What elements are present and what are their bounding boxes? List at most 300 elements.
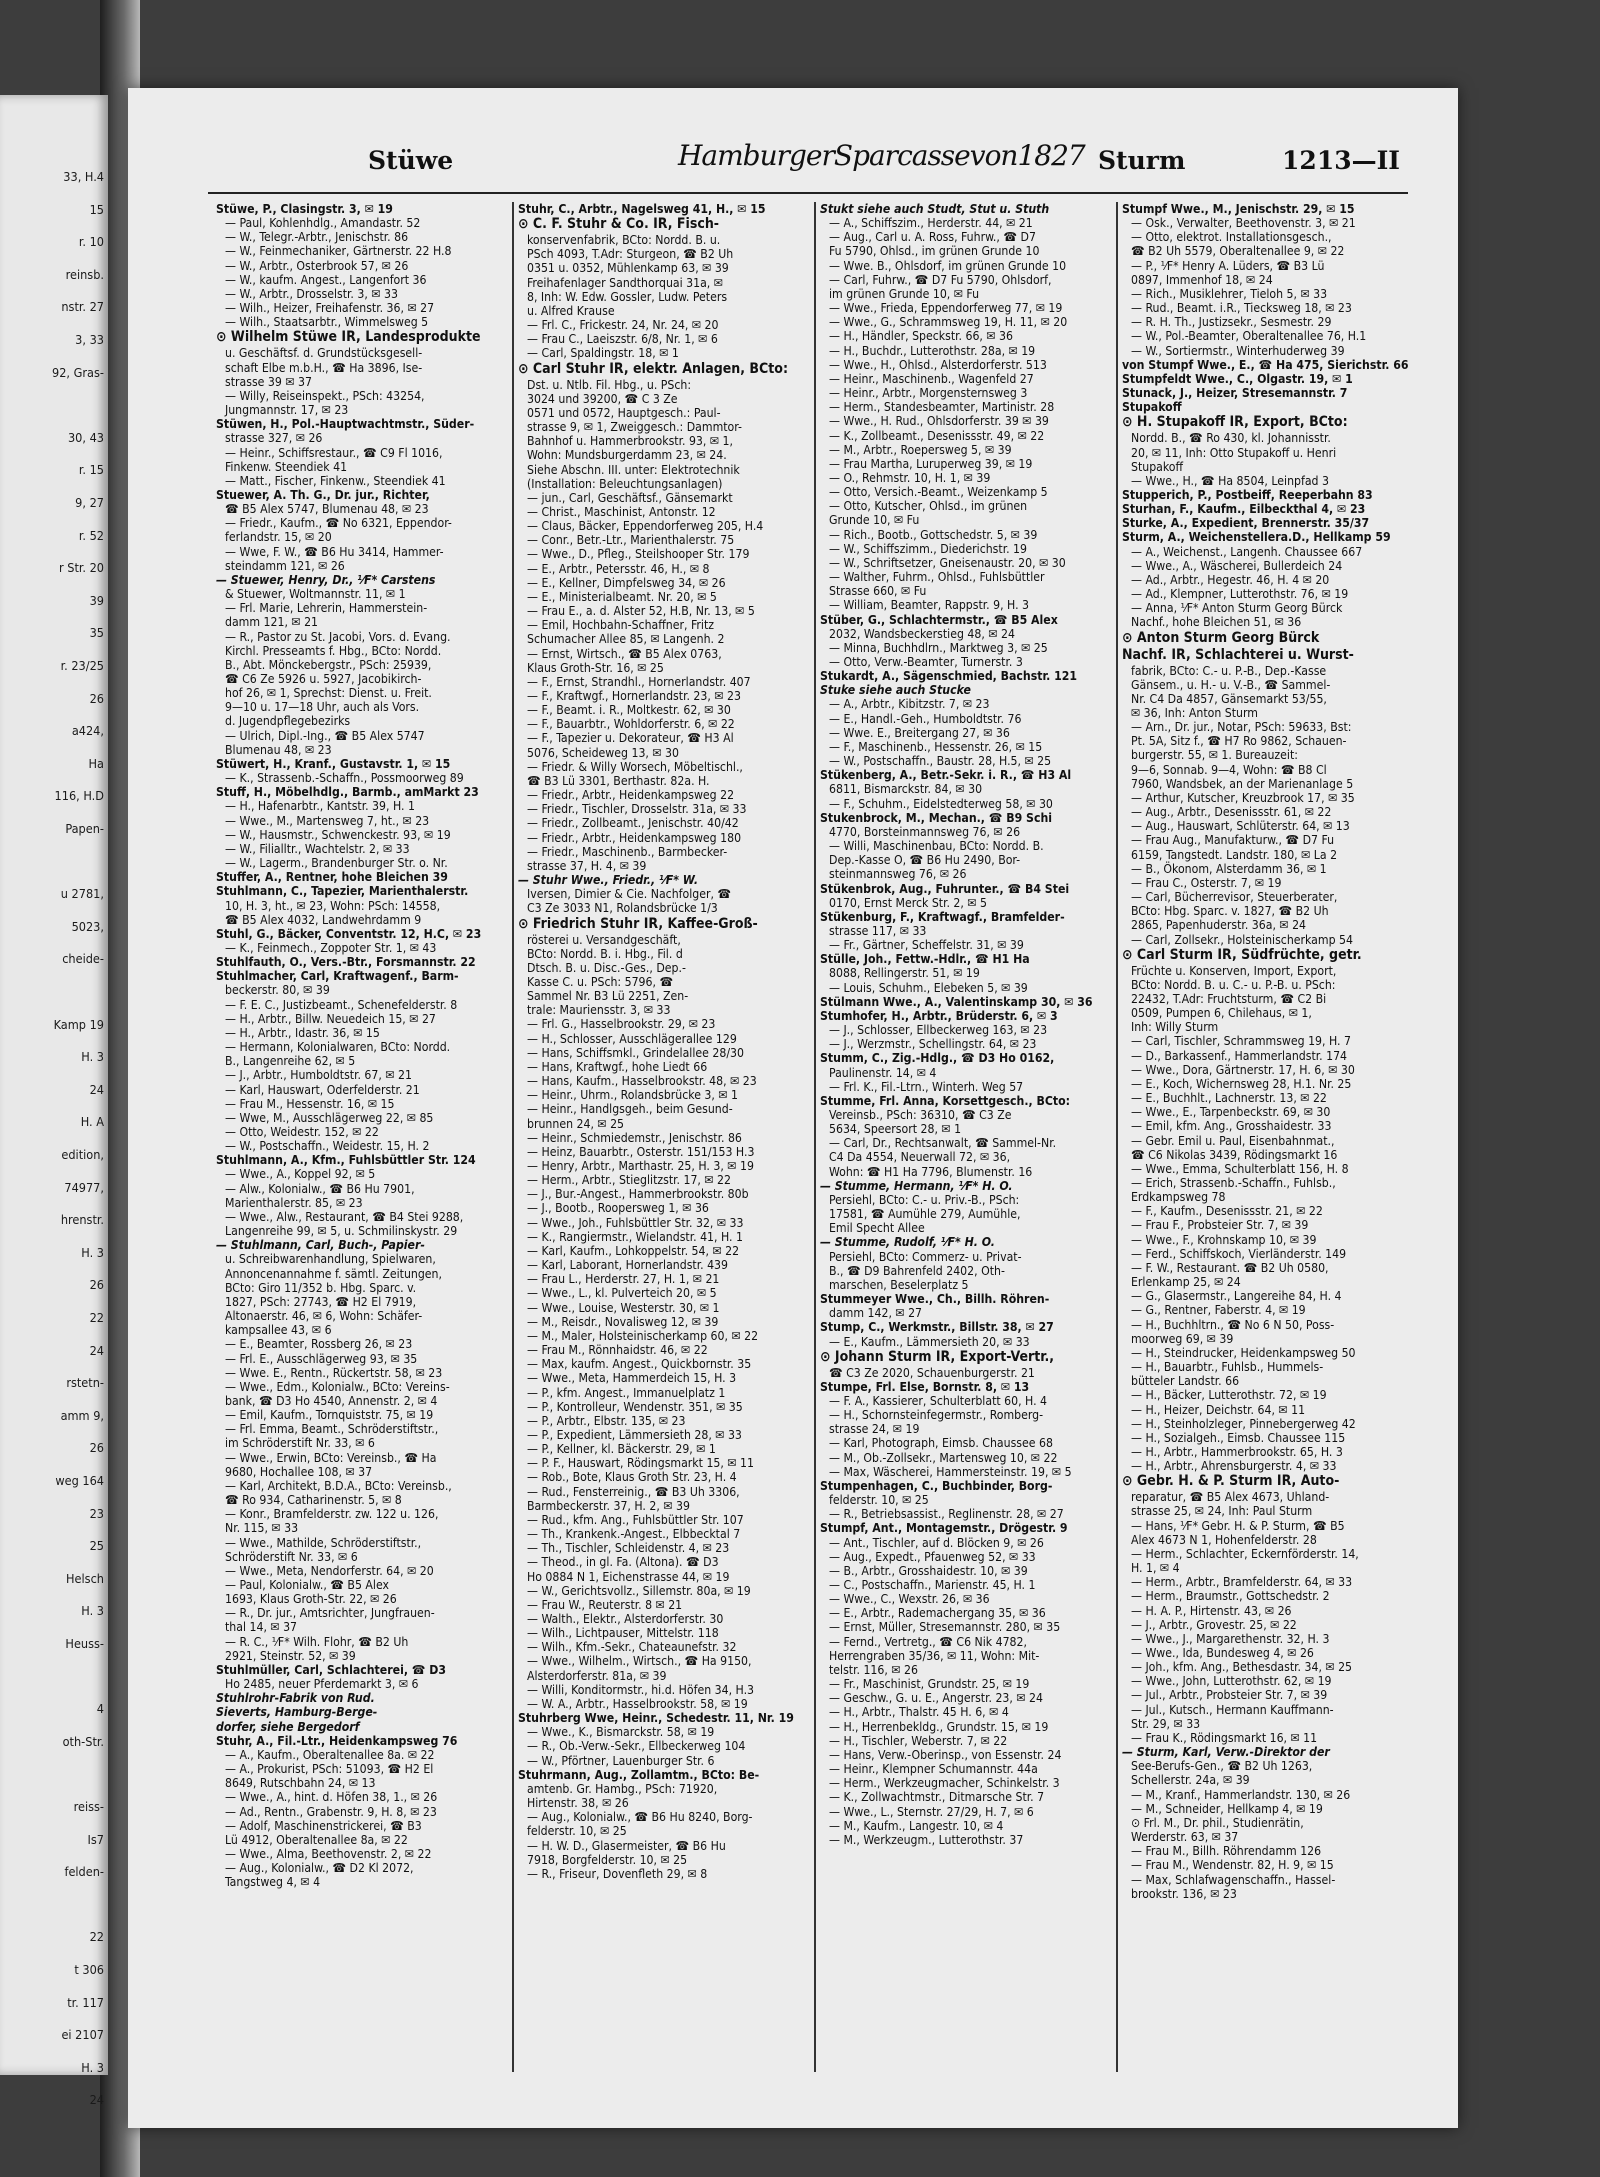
directory-entry-line: Stükenberg, A., Betr.-Sekr. i. R., ☎ H3 Al bbox=[820, 768, 1072, 783]
directory-entry-line: Stuhlmann, C., Tapezier, Marienthalerstr. bbox=[216, 884, 469, 899]
facing-page-text-fragment: weg 164 bbox=[55, 1473, 104, 1488]
directory-entry-line: — Henry, Arbtr., Marthastr. 25, H. 3, ✉ 19 bbox=[527, 1159, 754, 1173]
directory-entry-line: Blumenau 48, ✉ 23 bbox=[225, 742, 332, 757]
facing-page-text-fragment: 26 bbox=[89, 1440, 104, 1456]
directory-entry-line: — Wwe., Frieda, Eppendorferweg 77, ✉ 19 bbox=[829, 301, 1063, 316]
directory-entry-line: Stuhlmann, A., Kfm., Fuhlsbüttler Str. 124 bbox=[216, 1153, 476, 1168]
directory-entry-line: Stükenburg, F., Kraftwagf., Bramfelder- bbox=[820, 909, 1065, 924]
header-rule bbox=[208, 192, 1408, 194]
directory-entry-line: — W., Pförtner, Lauenburger Str. 6 bbox=[527, 1753, 715, 1768]
sparcasse-advertisement-logo: HamburgerSparcassevon1827 bbox=[678, 139, 1085, 172]
directory-entry-line: — P., ⅟F* Henry A. Lüders, ☎ B3 Lü bbox=[1131, 258, 1325, 273]
directory-entry-line: — Paul, Kohlenhdlg., Amandastr. 52 bbox=[225, 216, 421, 231]
facing-page-text-fragment: 74977, bbox=[64, 1179, 104, 1195]
directory-entry-line: — Ant., Tischler, auf d. Blöcken 9, ✉ 26 bbox=[829, 1535, 1044, 1550]
directory-entry-line: — Hans, Schiffsmkl., Grindelallee 28/30 bbox=[527, 1045, 744, 1060]
directory-entry-line: Alsterdorferstr. 81a, ✉ 39 bbox=[527, 1668, 667, 1683]
directory-entry-line: — R., Ob.-Verw.-Sekr., Ellbeckerweg 104 bbox=[527, 1739, 746, 1754]
facing-page-text-fragment: Ha bbox=[88, 755, 104, 771]
directory-entry-line: — Frau C., Osterstr. 7, ✉ 19 bbox=[1131, 875, 1282, 890]
directory-entry-line: ✉ 36, Inh: Anton Sturm bbox=[1131, 706, 1258, 720]
directory-entry-line: — Frau M., Rönnhaidstr. 46, ✉ 22 bbox=[527, 1343, 708, 1358]
directory-entry-line: strasse 25, ✉ 24, Inh: Paul Sturm bbox=[1131, 1504, 1313, 1519]
directory-entry-line: — Wwe., Ida, Bundesweg 4, ✉ 26 bbox=[1131, 1646, 1314, 1660]
directory-entry-line: Stuhr, A., Fil.-Ltr., Heidenkampsweg 76 bbox=[216, 1733, 458, 1748]
facing-page-text-fragment: hrenstr. bbox=[60, 1212, 104, 1228]
directory-entry-line: — Ernst, Wirtsch., ☎ B5 Alex 0763, bbox=[527, 646, 722, 661]
directory-entry-line: — Walther, Fuhrm., Ohlsd., Fuhlsbüttler bbox=[829, 570, 1045, 585]
directory-entry-line: ⊙ Frl. M., Dr. phil., Studienrätin, bbox=[1131, 1815, 1304, 1830]
directory-entry-line: ⊙ Carl Sturm IR, Südfrüchte, getr. bbox=[1122, 946, 1362, 963]
directory-entry-line: — Heinr., Arbtr., Morgensternsweg 3 bbox=[829, 386, 1028, 401]
directory-entry-line: — P., Expedient, Lämmersieth 28, ✉ 33 bbox=[527, 1427, 742, 1442]
directory-entry-line: ☎ B3 Lü 3301, Berthastr. 82a. H. bbox=[527, 773, 710, 788]
directory-entry-line: — Karl, Laborant, Hornerlandstr. 439 bbox=[527, 1258, 728, 1273]
directory-entry-line: — Louis, Schuhm., Elebeken 5, ✉ 39 bbox=[829, 980, 1028, 995]
directory-entry-line: Stuhlmacher, Carl, Kraftwagenf., Barm- bbox=[216, 969, 459, 984]
directory-entry-line: — H., Schlosser, Ausschlägerallee 129 bbox=[527, 1031, 737, 1046]
directory-entry-line: — E., Arbtr., Petersstr. 46, H., ✉ 8 bbox=[527, 561, 710, 576]
directory-entry-line: konservenfabrik, BCto: Nordd. B. u. bbox=[527, 233, 721, 248]
directory-entry-line: — F. E. C., Justizbeamt., Schenefelderstr. 8 bbox=[225, 997, 458, 1012]
directory-entry-line: — Frau Martha, Luruperweg 39, ✉ 19 bbox=[829, 456, 1033, 471]
directory-entry-line: Stuewer, A. Th. G., Dr. jur., Richter, bbox=[216, 487, 430, 502]
directory-entry-line: 2921, Steinstr. 52, ✉ 39 bbox=[225, 1648, 356, 1663]
directory-entry-line: — Ferd., Schiffskoch, Vierländerstr. 149 bbox=[1131, 1246, 1347, 1261]
directory-entry-line: Altonaerstr. 46, ✉ 6, Wohn: Schäfer- bbox=[225, 1309, 423, 1324]
directory-entry-line: — Christ., Maschinist, Antonstr. 12 bbox=[527, 504, 716, 519]
directory-entry-line: Stukardt, A., Sägenschmied, Bachstr. 121 bbox=[820, 669, 1078, 684]
directory-entry-line: amtenb. Gr. Hambg., PSch: 71920, bbox=[527, 1781, 718, 1796]
facing-page-text-fragment: 35 bbox=[89, 625, 104, 641]
directory-entry-line: — F., Maschinenb., Hessenstr. 26, ✉ 15 bbox=[829, 739, 1043, 754]
directory-entry-line: burgerstr. 55, ✉ 1. Bureauzeit: bbox=[1131, 748, 1298, 763]
directory-entry-line: Stukt siehe auch Studt, Stut u. Stuth bbox=[820, 202, 1050, 216]
directory-entry-line: Ho 0884 N 1, Eichenstrasse 44, ✉ 19 bbox=[527, 1569, 730, 1584]
directory-entry-line: Stummeyer Wwe., Ch., Billh. Röhren- bbox=[820, 1292, 1050, 1307]
facing-page-text-fragment: 5023, bbox=[71, 918, 104, 934]
directory-entry-line: — F., Kaufm., Desenissstr. 21, ✉ 22 bbox=[1131, 1204, 1323, 1219]
directory-entry-line: — K., Strassenb.-Schaffn., Possmoorweg 89 bbox=[225, 771, 464, 786]
directory-entry-line: BCto: Giro 11/352 b. Hbg. Sparc. v. bbox=[225, 1280, 417, 1295]
directory-entry-line: — K., Zollwachtmstr., Ditmarsche Str. 7 bbox=[829, 1790, 1045, 1805]
directory-entry-line: — Wwe., Joh., Fuhlsbüttler Str. 32, ✉ 33 bbox=[527, 1215, 744, 1230]
directory-entry-line: — Aug., Hauswart, Schlüterstr. 64, ✉ 13 bbox=[1131, 819, 1350, 834]
directory-entry-line: — Sturm, Karl, Verw.-Direktor der bbox=[1122, 1745, 1330, 1760]
directory-entry-line: — Ernst, Müller, Stresemannstr. 280, ✉ 35 bbox=[829, 1620, 1061, 1635]
directory-entry-line: — Max, Wäscherei, Hammersteinstr. 19, ✉ 5 bbox=[829, 1464, 1072, 1479]
directory-entry-line: B., Langenreihe 62, ✉ 5 bbox=[225, 1054, 356, 1069]
facing-page-text-fragment: cheide- bbox=[62, 951, 104, 967]
directory-entry-line: Sammel Nr. B3 Lü 2251, Zen- bbox=[527, 989, 689, 1004]
facing-page-text-fragment: felden- bbox=[64, 1864, 104, 1880]
directory-entry-line: — E., Buchhlt., Lachnerstr. 13, ✉ 22 bbox=[1131, 1091, 1327, 1106]
directory-entry-line: 5634, Speersort 28, ✉ 1 bbox=[829, 1122, 962, 1137]
directory-entry-line: im grünen Grunde 10, ✉ Fu bbox=[829, 286, 980, 301]
directory-entry-line: Fu 5790, Ohlsd., im grünen Grunde 10 bbox=[829, 244, 1040, 259]
directory-entry-line: Schumacher Allee 85, ✉ Langenh. 2 bbox=[527, 632, 725, 647]
directory-entry-line: — Willi, Maschinenbau, BCto: Nordd. B. bbox=[829, 839, 1044, 854]
directory-entry-line: — Rud., Beamt. i.R., Tiecksweg 18, ✉ 23 bbox=[1131, 301, 1352, 316]
directory-entry-line: damm 142, ✉ 27 bbox=[829, 1306, 923, 1321]
directory-entry-line: — H. W. D., Glasermeister, ☎ B6 Hu bbox=[527, 1838, 726, 1853]
directory-entry-line: 0351 u. 0352, Mühlenkamp 63, ✉ 39 bbox=[527, 261, 729, 276]
directory-entry-line: — Ulrich, Dipl.-Ing., ☎ B5 Alex 5747 bbox=[225, 728, 425, 743]
directory-entry-line: — Friedr., Arbtr., Heidenkampsweg 22 bbox=[527, 788, 735, 803]
facing-page-text-fragment: Is7 bbox=[87, 1831, 104, 1847]
directory-entry-line: 2865, Papenhuderstr. 36a, ✉ 24 bbox=[1131, 918, 1307, 933]
directory-entry-line: Stumpfeldt Wwe., C., Olgastr. 19, ✉ 1 bbox=[1122, 371, 1353, 386]
directory-entry-line: Persiehl, BCto: C.- u. Priv.-B., PSch: bbox=[829, 1192, 1020, 1207]
directory-entry-line: — Wwe., D., Pfleg., Steilshooper Str. 179 bbox=[527, 547, 750, 562]
directory-entry-line: Vereinsb., PSch: 36310, ☎ C3 Ze bbox=[829, 1108, 1012, 1122]
directory-entry-line: Sturhan, F., Kaufm., Eilbeckthal 4, ✉ 23 bbox=[1122, 502, 1366, 517]
facing-page-text-fragment: 3, 33 bbox=[75, 332, 104, 347]
directory-entry-line: 2032, Wandsbeckerstieg 48, ✉ 24 bbox=[829, 626, 1015, 641]
facing-page-text-fragment: 26 bbox=[89, 1277, 104, 1293]
directory-entry-line: — R. C., ⅟F* Wilh. Flohr, ☎ B2 Uh bbox=[225, 1634, 409, 1649]
directory-entry-line: — W., Sortiermstr., Winterhuderweg 39 bbox=[1131, 343, 1345, 358]
facing-page-text-fragment: r Str. 20 bbox=[59, 560, 104, 576]
directory-entry-line: & Stuewer, Woltmannstr. 11, ✉ 1 bbox=[225, 587, 406, 602]
directory-entry-line: Emil Specht Allee bbox=[829, 1221, 925, 1236]
directory-entry-line: — J., Arbtr., Humboldtstr. 67, ✉ 21 bbox=[225, 1068, 412, 1083]
directory-entry-line: — Otto, Verw.-Beamter, Turnerstr. 3 bbox=[829, 655, 1023, 669]
directory-entry-line: — Walth., Elektr., Alsterdorferstr. 30 bbox=[527, 1612, 724, 1626]
directory-entry-line: Sieverts, Hamburg-Berge- bbox=[216, 1705, 378, 1720]
column-3 bbox=[820, 202, 1108, 2072]
directory-entry-line: Stupakoff bbox=[1131, 459, 1184, 474]
directory-entry-line: — K., Zollbeamt., Desenissstr. 49, ✉ 22 bbox=[829, 428, 1045, 443]
entry-columns bbox=[216, 202, 1416, 2082]
directory-entry-line: — W., Telegr.-Arbtr., Jenischstr. 86 bbox=[225, 230, 409, 245]
directory-entry-line: — H., Arbtr., Idastr. 36, ✉ 15 bbox=[225, 1025, 380, 1040]
directory-entry-line: — Jul., Kutsch., Hermann Kauffmann- bbox=[1131, 1702, 1334, 1717]
directory-entry-line: — Wilh., Staatsarbtr., Wimmelsweg 5 bbox=[225, 315, 429, 330]
directory-entry-line: See-Berufs-Gen., ☎ B2 Uh 1263, bbox=[1131, 1759, 1313, 1774]
directory-entry-line: — Friedr., Tischler, Drosselstr. 31a, ✉ 33 bbox=[527, 802, 747, 817]
directory-entry-line: Stuhl, G., Bäcker, Conventstr. 12, H.C, ✉ 23 bbox=[216, 926, 482, 941]
directory-entry-line: 0509, Pumpen 6, Chilehaus, ✉ 1, bbox=[1131, 1006, 1312, 1021]
directory-entry-line: — A., Schiffszim., Herderstr. 44, ✉ 21 bbox=[829, 216, 1033, 231]
directory-entry-line: — D., Barkassenf., Hammerlandstr. 174 bbox=[1131, 1048, 1348, 1063]
directory-entry-line: — Heinz, Bauarbtr., Osterstr. 151/153 H.3 bbox=[527, 1144, 755, 1159]
directory-entry-line: — Carl, Tischler, Schrammsweg 19, H. 7 bbox=[1131, 1034, 1351, 1049]
directory-entry-line: — M., Kaufm., Langestr. 10, ✉ 4 bbox=[829, 1818, 1004, 1833]
directory-entry-line: Früchte u. Konserven, Import, Export, bbox=[1131, 963, 1337, 978]
directory-entry-line: — Osk., Verwalter, Beethovenstr. 3, ✉ 21 bbox=[1131, 216, 1356, 231]
facing-page-text-fragment: 23 bbox=[89, 1505, 104, 1521]
directory-entry-line: — Arn., Dr. jur., Notar, PSch: 59633, Bst: bbox=[1131, 720, 1352, 735]
directory-entry-line: Wohn: Mundsburgerdamm 23, ✉ 24. bbox=[527, 448, 727, 463]
directory-entry-line: Langenreihe 99, ✉ 5, u. Schmilinskystr. 29 bbox=[225, 1224, 458, 1239]
facing-page-text-fragment: oth-Str. bbox=[62, 1733, 104, 1749]
directory-entry-line: — G., Rentner, Faberstr. 4, ✉ 19 bbox=[1131, 1303, 1306, 1318]
directory-entry-line: — Paul, Kolonialw., ☎ B5 Alex bbox=[225, 1578, 389, 1592]
directory-entry-line: — Wwe., Edm., Kolonialw., BCto: Vereins- bbox=[225, 1379, 450, 1394]
directory-entry-line: — Rob., Bote, Klaus Groth Str. 23, H. 4 bbox=[527, 1470, 737, 1485]
facing-page-text-fragment: 22 bbox=[89, 1929, 104, 1945]
directory-entry-line: — Wwe. E., Rentn., Rückertstr. 58, ✉ 23 bbox=[225, 1365, 443, 1380]
directory-entry-line: Dtsch. B. u. Disc.-Ges., Dep.- bbox=[527, 960, 686, 975]
directory-entry-line: — F., Schuhm., Eidelstedterweg 58, ✉ 30 bbox=[829, 796, 1053, 811]
directory-entry-line: brookstr. 136, ✉ 23 bbox=[1131, 1886, 1237, 1901]
directory-entry-line: Ho 2485, neuer Pferdemarkt 3, ✉ 6 bbox=[225, 1677, 419, 1692]
directory-entry-line: — Minna, Buchhdlrn., Marktweg 3, ✉ 25 bbox=[829, 640, 1048, 655]
directory-entry-line: — F., Beamt. i. R., Moltkestr. 62, ✉ 30 bbox=[527, 703, 731, 718]
directory-entry-line: — M., Ob.-Zollsekr., Martensweg 10, ✉ 22 bbox=[829, 1450, 1058, 1465]
directory-entry-line: Stumpe, Frl. Else, Bornstr. 8, ✉ 13 bbox=[820, 1379, 1030, 1394]
directory-entry-line: — Wwe., Mathilde, Schröderstiftstr., bbox=[225, 1535, 422, 1550]
directory-entry-line: — Emil, Kaufm., Tornquiststr. 75, ✉ 19 bbox=[225, 1408, 434, 1423]
column-divider bbox=[814, 202, 816, 2072]
directory-entry-line: — Wwe., A., hint. d. Höfen 38, 1., ✉ 26 bbox=[225, 1790, 438, 1805]
directory-entry-line: Stüwert, H., Kranf., Gustavstr. 1, ✉ 15 bbox=[216, 756, 451, 771]
directory-entry-line: — W., Gerichtsvollz., Sillemstr. 80a, ✉ 19 bbox=[527, 1583, 751, 1598]
facing-page-text-fragment: ei 2107 bbox=[61, 2027, 104, 2043]
directory-entry-line: — Adolf, Maschinenstrickerei, ☎ B3 bbox=[225, 1818, 422, 1833]
directory-entry-line: u. Schreibwarenhandlung, Spielwaren, bbox=[225, 1252, 436, 1267]
directory-entry-line: — Gebr. Emil u. Paul, Eisenbahnmat., bbox=[1131, 1133, 1335, 1148]
directory-entry-line: Grunde 10, ✉ Fu bbox=[829, 513, 920, 528]
directory-entry-line: — E., Ministerialbeamt. Nr. 20, ✉ 5 bbox=[527, 589, 717, 604]
directory-entry-line: — H., Buchdr., Lutterothstr. 28a, ✉ 19 bbox=[829, 343, 1036, 358]
directory-entry-line: — Frau F., Probsteier Str. 7, ✉ 39 bbox=[1131, 1218, 1309, 1233]
directory-entry-line: — Wwe., L., kl. Pulverteich 20, ✉ 5 bbox=[527, 1286, 717, 1301]
facing-page-text-fragment: H. 3 bbox=[81, 1244, 104, 1260]
directory-entry-line: Nr. 115, ✉ 33 bbox=[225, 1521, 299, 1536]
column-2 bbox=[518, 202, 806, 2072]
directory-entry-line: Werderstr. 63, ✉ 37 bbox=[1131, 1830, 1239, 1845]
directory-entry-line: steinmannsweg 76, ✉ 26 bbox=[829, 867, 967, 882]
directory-entry-line: schaft Elbe m.b.H., ☎ Ha 3896, Ise- bbox=[225, 360, 423, 375]
directory-entry-line: — J., Arbtr., Grovestr. 25, ✉ 22 bbox=[1131, 1617, 1297, 1632]
directory-entry-line: — H., Arbtr., Billw. Neuedeich 15, ✉ 27 bbox=[225, 1011, 436, 1026]
directory-entry-line: Siehe Abschn. III. unter: Elektrotechnik bbox=[527, 462, 740, 477]
directory-entry-line: — E., Koch, Wichernsweg 28, H.1. Nr. 25 bbox=[1131, 1076, 1352, 1091]
directory-entry-line: — Karl, Photograph, Eimsb. Chaussee 68 bbox=[829, 1436, 1053, 1451]
directory-entry-line: — Jul., Arbtr., Probsteier Str. 7, ✉ 39 bbox=[1131, 1688, 1328, 1703]
directory-entry-line: Nr. C4 Da 4857, Gänsemarkt 53/55, bbox=[1131, 691, 1327, 706]
directory-entry-line: von Stumpf Wwe., E., ☎ Ha 475, Sierichstr. 66 bbox=[1122, 357, 1409, 372]
directory-entry-line: Freihafenlager Sandthorquai 31a, ✉ bbox=[527, 275, 723, 290]
directory-entry-line: — H., Bäcker, Lutterothstr. 72, ✉ 19 bbox=[1131, 1388, 1327, 1403]
directory-entry-line: Stumpf, Ant., Montagemstr., Drögestr. 9 bbox=[820, 1521, 1068, 1536]
directory-entry-line: ⊙ C. F. Stuhr & Co. IR, Fisch- bbox=[518, 216, 720, 233]
directory-entry-line: — E., Arbtr., Rademachergang 35, ✉ 36 bbox=[829, 1606, 1046, 1621]
directory-entry-line: — Hans, Kraftwgf., hohe Liedt 66 bbox=[527, 1059, 708, 1074]
directory-entry-line: Inh: Willy Sturm bbox=[1131, 1020, 1219, 1035]
directory-entry-line: — Friedr., Arbtr., Heidenkampsweg 180 bbox=[527, 830, 742, 845]
directory-entry-line: 20, ✉ 11, Inh: Otto Stupakoff u. Henri bbox=[1131, 445, 1337, 460]
directory-entry-line: Stuhlrohr-Fabrik von Rud. bbox=[216, 1691, 375, 1706]
directory-entry-line: — Wwe., Meta, Nendorferstr. 64, ✉ 20 bbox=[225, 1563, 434, 1578]
directory-entry-line: — W., Filialltr., Wachtelstr. 2, ✉ 33 bbox=[225, 841, 410, 856]
directory-entry-line: moorweg 69, ✉ 39 bbox=[1131, 1331, 1234, 1346]
directory-entry-line: — Wwe., Emma, Schulterblatt 156, H. 8 bbox=[1131, 1161, 1349, 1176]
directory-entry-line: — Wwe. E., Breitergang 27, ✉ 36 bbox=[829, 725, 1010, 740]
directory-entry-line: ☎ C6 Ze 5926 u. 5927, Jacobikirch- bbox=[225, 672, 422, 686]
directory-entry-line: Stumm, C., Zig.-Hdlg., ☎ D3 Ho 0162, bbox=[820, 1051, 1055, 1066]
directory-entry-line: 5076, Scheideweg 13, ✉ 30 bbox=[527, 745, 679, 760]
directory-entry-line: — Max, kaufm. Angest., Quickbornstr. 35 bbox=[527, 1357, 752, 1372]
directory-entry-line: — Rud., kfm. Ang., Fuhlsbüttler Str. 107 bbox=[527, 1512, 744, 1527]
directory-entry-line: 8088, Rellingerstr. 51, ✉ 19 bbox=[829, 966, 980, 981]
directory-entry-line: — Ad., Rentn., Grabenstr. 9, H. 8, ✉ 23 bbox=[225, 1804, 437, 1819]
directory-entry-line: strasse 37, H. 4, ✉ 39 bbox=[527, 858, 647, 873]
directory-entry-line: — W., Pol.-Beamter, Oberaltenallee 76, H.1 bbox=[1131, 329, 1367, 344]
directory-entry-line: — Rich., Bootb., Gottschedstr. 5, ✉ 39 bbox=[829, 527, 1038, 542]
directory-entry-line: 0897, Immenhof 18, ✉ 24 bbox=[1131, 272, 1273, 287]
directory-entry-line: — Th., Tischler, Schleidenstr. 4, ✉ 23 bbox=[527, 1541, 730, 1556]
directory-entry-line: — Heinr., Handlgsgeh., beim Gesund- bbox=[527, 1102, 733, 1117]
directory-entry-line: ☎ B5 Alex 4032, Landwehrdamm 9 bbox=[225, 912, 422, 927]
directory-entry-line: — J., Bootb., Roopersweg 1, ✉ 36 bbox=[527, 1201, 709, 1216]
facing-page-text-fragment: amm 9, bbox=[60, 1407, 104, 1423]
directory-entry-line: — E., Handl.-Geh., Humboldtstr. 76 bbox=[829, 711, 1022, 726]
directory-entry-line: — Carl, Fuhrw., ☎ D7 Fu 5790, Ohlsdorf, bbox=[829, 272, 1052, 287]
running-head-last-name: Sturm bbox=[1098, 146, 1186, 175]
directory-entry-line: — J., Bur.-Angest., Hammerbrookstr. 80b bbox=[527, 1187, 749, 1202]
directory-entry-line: Pt. 5A, Sitz f., ☎ H7 Ro 9862, Schauen- bbox=[1131, 734, 1347, 749]
directory-entry-line: 9—10 u. 17—18 Uhr, auch als Vors. bbox=[225, 700, 420, 715]
directory-entry-line: beckerstr. 80, ✉ 39 bbox=[225, 983, 330, 998]
facing-page-text-fragment: Heuss- bbox=[65, 1636, 104, 1651]
directory-entry-line: Klaus Groth-Str. 16, ✉ 25 bbox=[527, 660, 664, 675]
running-head-first-name: Stüwe bbox=[368, 146, 454, 175]
facing-page-text-fragment: Papen- bbox=[65, 821, 104, 836]
directory-entry-line: Persiehl, BCto: Commerz- u. Privat- bbox=[829, 1249, 1022, 1264]
directory-entry-line: — Carl, Zollsekr., Holsteinischerkamp 54 bbox=[1131, 932, 1353, 947]
directory-entry-line: — W., kaufm. Angest., Langenfort 36 bbox=[225, 272, 427, 287]
directory-entry-line: — W., Schiffszimm., Diederichstr. 19 bbox=[829, 541, 1027, 556]
facing-page-text-fragment: 39 bbox=[89, 592, 104, 608]
directory-entry-line: Herrengraben 35/36, ✉ 11, Wohn: Mit- bbox=[829, 1648, 1040, 1663]
directory-entry-line: strasse 9, ✉ 1, Zweiggesch.: Dammtor- bbox=[527, 420, 742, 435]
directory-entry-line: Stumpenhagen, C., Buchbinder, Borg- bbox=[820, 1478, 1053, 1493]
directory-entry-line: 9680, Hochallee 108, ✉ 37 bbox=[225, 1464, 373, 1479]
directory-entry-line: — K., Feinmech., Zoppoter Str. 1, ✉ 43 bbox=[225, 940, 437, 955]
directory-entry-line: — Herm., Standesbeamter, Martinistr. 28 bbox=[829, 400, 1055, 415]
directory-entry-line: Str. 29, ✉ 33 bbox=[1131, 1716, 1201, 1731]
directory-entry-line: Stüwe, P., Clasingstr. 3, ✉ 19 bbox=[216, 202, 393, 216]
facing-page-text-fragment: H. 3 bbox=[81, 1049, 104, 1065]
directory-entry-line: — M., Schneider, Hellkamp 4, ✉ 19 bbox=[1131, 1801, 1323, 1816]
directory-entry-line: 6159, Tangstedt. Landstr. 180, ✉ La 2 bbox=[1131, 847, 1338, 862]
directory-entry-line: Dep.-Kasse O, ☎ B6 Hu 2490, Bor- bbox=[829, 853, 1021, 868]
directory-entry-line: — Wwe., Wilhelm., Wirtsch., ☎ Ha 9150, bbox=[527, 1654, 752, 1669]
directory-entry-line: Stülle, Joh., Fettw.-Hdlr., ☎ H1 Ha bbox=[820, 952, 1030, 967]
facing-page-text-fragment: 4 bbox=[96, 1701, 104, 1717]
directory-entry-line: — Otto, Versich.-Beamt., Weizenkamp 5 bbox=[829, 485, 1048, 500]
directory-entry-line: — Aug., Carl u. A. Ross, Fuhrw., ☎ D7 bbox=[829, 230, 1036, 245]
directory-entry-line: — Wwe., K., Bismarckstr. 58, ✉ 19 bbox=[527, 1725, 715, 1740]
directory-entry-line: felderstr. 10, ✉ 25 bbox=[829, 1493, 929, 1508]
directory-entry-line: — C., Postschaffn., Marienstr. 45, H. 1 bbox=[829, 1578, 1036, 1592]
facing-page-text-fragment: 22 bbox=[89, 1310, 104, 1325]
directory-entry-line: — Otto, elektrot. Installationsgesch., bbox=[1131, 230, 1332, 245]
directory-entry-line: — Friedr., Kaufm., ☎ No 6321, Eppendor- bbox=[225, 516, 452, 531]
directory-entry-line: — Frau M., Hessenstr. 16, ✉ 15 bbox=[225, 1096, 395, 1111]
directory-entry-line: u. Alfred Krause bbox=[527, 303, 615, 318]
directory-entry-line: Schellerstr. 24a, ✉ 39 bbox=[1131, 1773, 1250, 1788]
directory-entry-line: — H., Bauarbtr., Fuhlsb., Hummels- bbox=[1131, 1360, 1324, 1375]
directory-entry-line: — Karl, Hauswart, Oderfelderstr. 21 bbox=[225, 1082, 420, 1097]
directory-entry-line: ⊙ Friedrich Stuhr IR, Kaffee-Groß- bbox=[518, 915, 758, 932]
directory-entry-line: — Hans, Verw.-Oberinsp., von Essenstr. 24 bbox=[829, 1747, 1062, 1762]
facing-page-text-fragment: 30, 43 bbox=[67, 429, 104, 445]
directory-entry-line: thal 14, ✉ 37 bbox=[225, 1620, 298, 1635]
directory-entry-line: 7960, Wandsbek, an der Marienanlage 5 bbox=[1131, 776, 1354, 791]
directory-entry-line: — Frl. Marie, Lehrerin, Hammerstein- bbox=[225, 601, 428, 616]
directory-entry-line: bütteler Landstr. 66 bbox=[1131, 1374, 1240, 1389]
facing-page-text-fragment: H. 3 bbox=[81, 1603, 104, 1619]
directory-entry-line: — Wilh., Kfm.-Sekr., Chateaunefstr. 32 bbox=[527, 1640, 737, 1655]
facing-page-text-fragment: 116, H.D bbox=[54, 788, 104, 804]
directory-entry-line: 3024 und 39200, ☎ C 3 Ze bbox=[527, 391, 678, 406]
directory-entry-line: — H., Arbtr., Hammerbrookstr. 65, H. 3 bbox=[1131, 1444, 1343, 1459]
directory-entry-line: Stüber, G., Schlachtermstr., ☎ B5 Alex bbox=[820, 612, 1058, 627]
directory-entry-line: — Anna, ⅟F* Anton Sturm Georg Bürck bbox=[1131, 601, 1343, 616]
directory-entry-line: — Friedr., Zollbeamt., Jenischstr. 40/42 bbox=[527, 816, 739, 831]
directory-entry-line: — Conr., Betr.-Ltr., Marienthalerstr. 75 bbox=[527, 533, 735, 548]
directory-entry-line: telstr. 116, ✉ 26 bbox=[829, 1662, 918, 1677]
directory-entry-line: d. Jugendpflegebezirks bbox=[225, 714, 351, 729]
directory-entry-line: ☎ C3 Ze 2020, Schauenburgerstr. 21 bbox=[829, 1365, 1035, 1380]
directory-entry-line: — W., Schriftsetzer, Gneisenaustr. 20, ✉ 30 bbox=[829, 555, 1066, 570]
directory-entry-line: 8, Inh: W. Edw. Gossler, Ludw. Peters bbox=[527, 289, 728, 304]
directory-entry-line: — Carl, Bücherrevisor, Steuerberater, bbox=[1131, 890, 1338, 905]
directory-entry-line: — Wwe., C., Wexstr. 26, ✉ 36 bbox=[829, 1592, 990, 1607]
directory-entry-line: Alex 4673 N 1, Hohenfelderstr. 28 bbox=[1131, 1532, 1317, 1547]
directory-entry-line: — Hans, ⅟F* Gebr. H. & P. Sturm, ☎ B5 bbox=[1131, 1518, 1345, 1533]
directory-entry-line: 9—6, Sonnab. 9—4, Wohn: ☎ B8 Cl bbox=[1131, 762, 1327, 777]
column-divider bbox=[1116, 202, 1118, 2072]
directory-entry-line: ☎ C6 Nikolas 3439, Rödingsmarkt 16 bbox=[1131, 1147, 1338, 1162]
directory-entry-line: Sturke, A., Expedient, Brennerstr. 35/37 bbox=[1122, 516, 1370, 531]
directory-entry-line: — H., Schornsteinfegermstr., Romberg- bbox=[829, 1408, 1044, 1423]
directory-entry-line: — Willy, Reiseinspekt., PSch: 43254, bbox=[225, 388, 425, 403]
directory-entry-line: — H., Buchhltrn., ☎ No 6 N 50, Poss- bbox=[1131, 1317, 1335, 1332]
facing-page-text-fragment: H. 3 bbox=[81, 2059, 104, 2075]
directory-entry-line: — Herm., Schlachter, Eckernförderstr. 14, bbox=[1131, 1546, 1359, 1561]
directory-entry-line: B., ☎ D9 Bahrenfeld 2402, Oth- bbox=[829, 1263, 1005, 1278]
directory-entry-line: — Herm., Arbtr., Stieglitzstr. 17, ✉ 22 bbox=[527, 1173, 732, 1188]
directory-entry-line: 4770, Borsteinmannsweg 76, ✉ 26 bbox=[829, 824, 1021, 839]
directory-entry-line: — Wwe., Louise, Westerstr. 30, ✉ 1 bbox=[527, 1300, 720, 1315]
directory-entry-line: — Fr., Maschinist, Grundstr. 25, ✉ 19 bbox=[829, 1677, 1030, 1692]
directory-entry-line: — Wwe., M., Martensweg 7, ht., ✉ 23 bbox=[225, 813, 430, 828]
directory-entry-line: — Alw., Kolonialw., ☎ B6 Hu 7901, bbox=[225, 1181, 415, 1196]
directory-entry-line: ⊙ Carl Stuhr IR, elektr. Anlagen, BCto: bbox=[518, 360, 788, 377]
directory-entry-line: Barmbeckerstr. 37, H. 2, ✉ 39 bbox=[527, 1498, 690, 1513]
directory-entry-line: — J., Schlosser, Ellbeckerweg 163, ✉ 23 bbox=[829, 1023, 1048, 1038]
directory-entry-line: Wohn: ☎ H1 Ha 7796, Blumenstr. 16 bbox=[829, 1164, 1033, 1179]
directory-entry-line: — H., Heizer, Deichstr. 64, ✉ 11 bbox=[1131, 1402, 1306, 1417]
directory-entry-line: 1693, Klaus Groth-Str. 22, ✉ 26 bbox=[225, 1592, 397, 1607]
directory-entry-line: — Stuhlmann, Carl, Buch-, Papier- bbox=[216, 1238, 425, 1253]
directory-entry-line: Lü 4912, Oberaltenallee 8a, ✉ 22 bbox=[225, 1832, 408, 1847]
directory-entry-line: Strasse 660, ✉ Fu bbox=[829, 584, 927, 599]
directory-entry-line: — Otto, Kutscher, Ohlsd., im grünen bbox=[829, 499, 1028, 514]
directory-entry-line: — R., Dr. jur., Amtsrichter, Jungfrauen- bbox=[225, 1606, 435, 1621]
column-4 bbox=[1122, 202, 1410, 2072]
directory-entry-line: Stükenbrok, Aug., Fuhrunter., ☎ B4 Stei bbox=[820, 881, 1070, 896]
directory-entry-line: 0571 und 0572, Hauptgesch.: Paul- bbox=[527, 405, 721, 420]
facing-page-text-fragment: 92, Gras- bbox=[52, 364, 104, 380]
directory-entry-line: — O., Rehmstr. 10, H. 1, ✉ 39 bbox=[829, 470, 991, 485]
directory-entry-line: — Wwe. B., Ohlsdorf, im grünen Grunde 10 bbox=[829, 258, 1067, 273]
